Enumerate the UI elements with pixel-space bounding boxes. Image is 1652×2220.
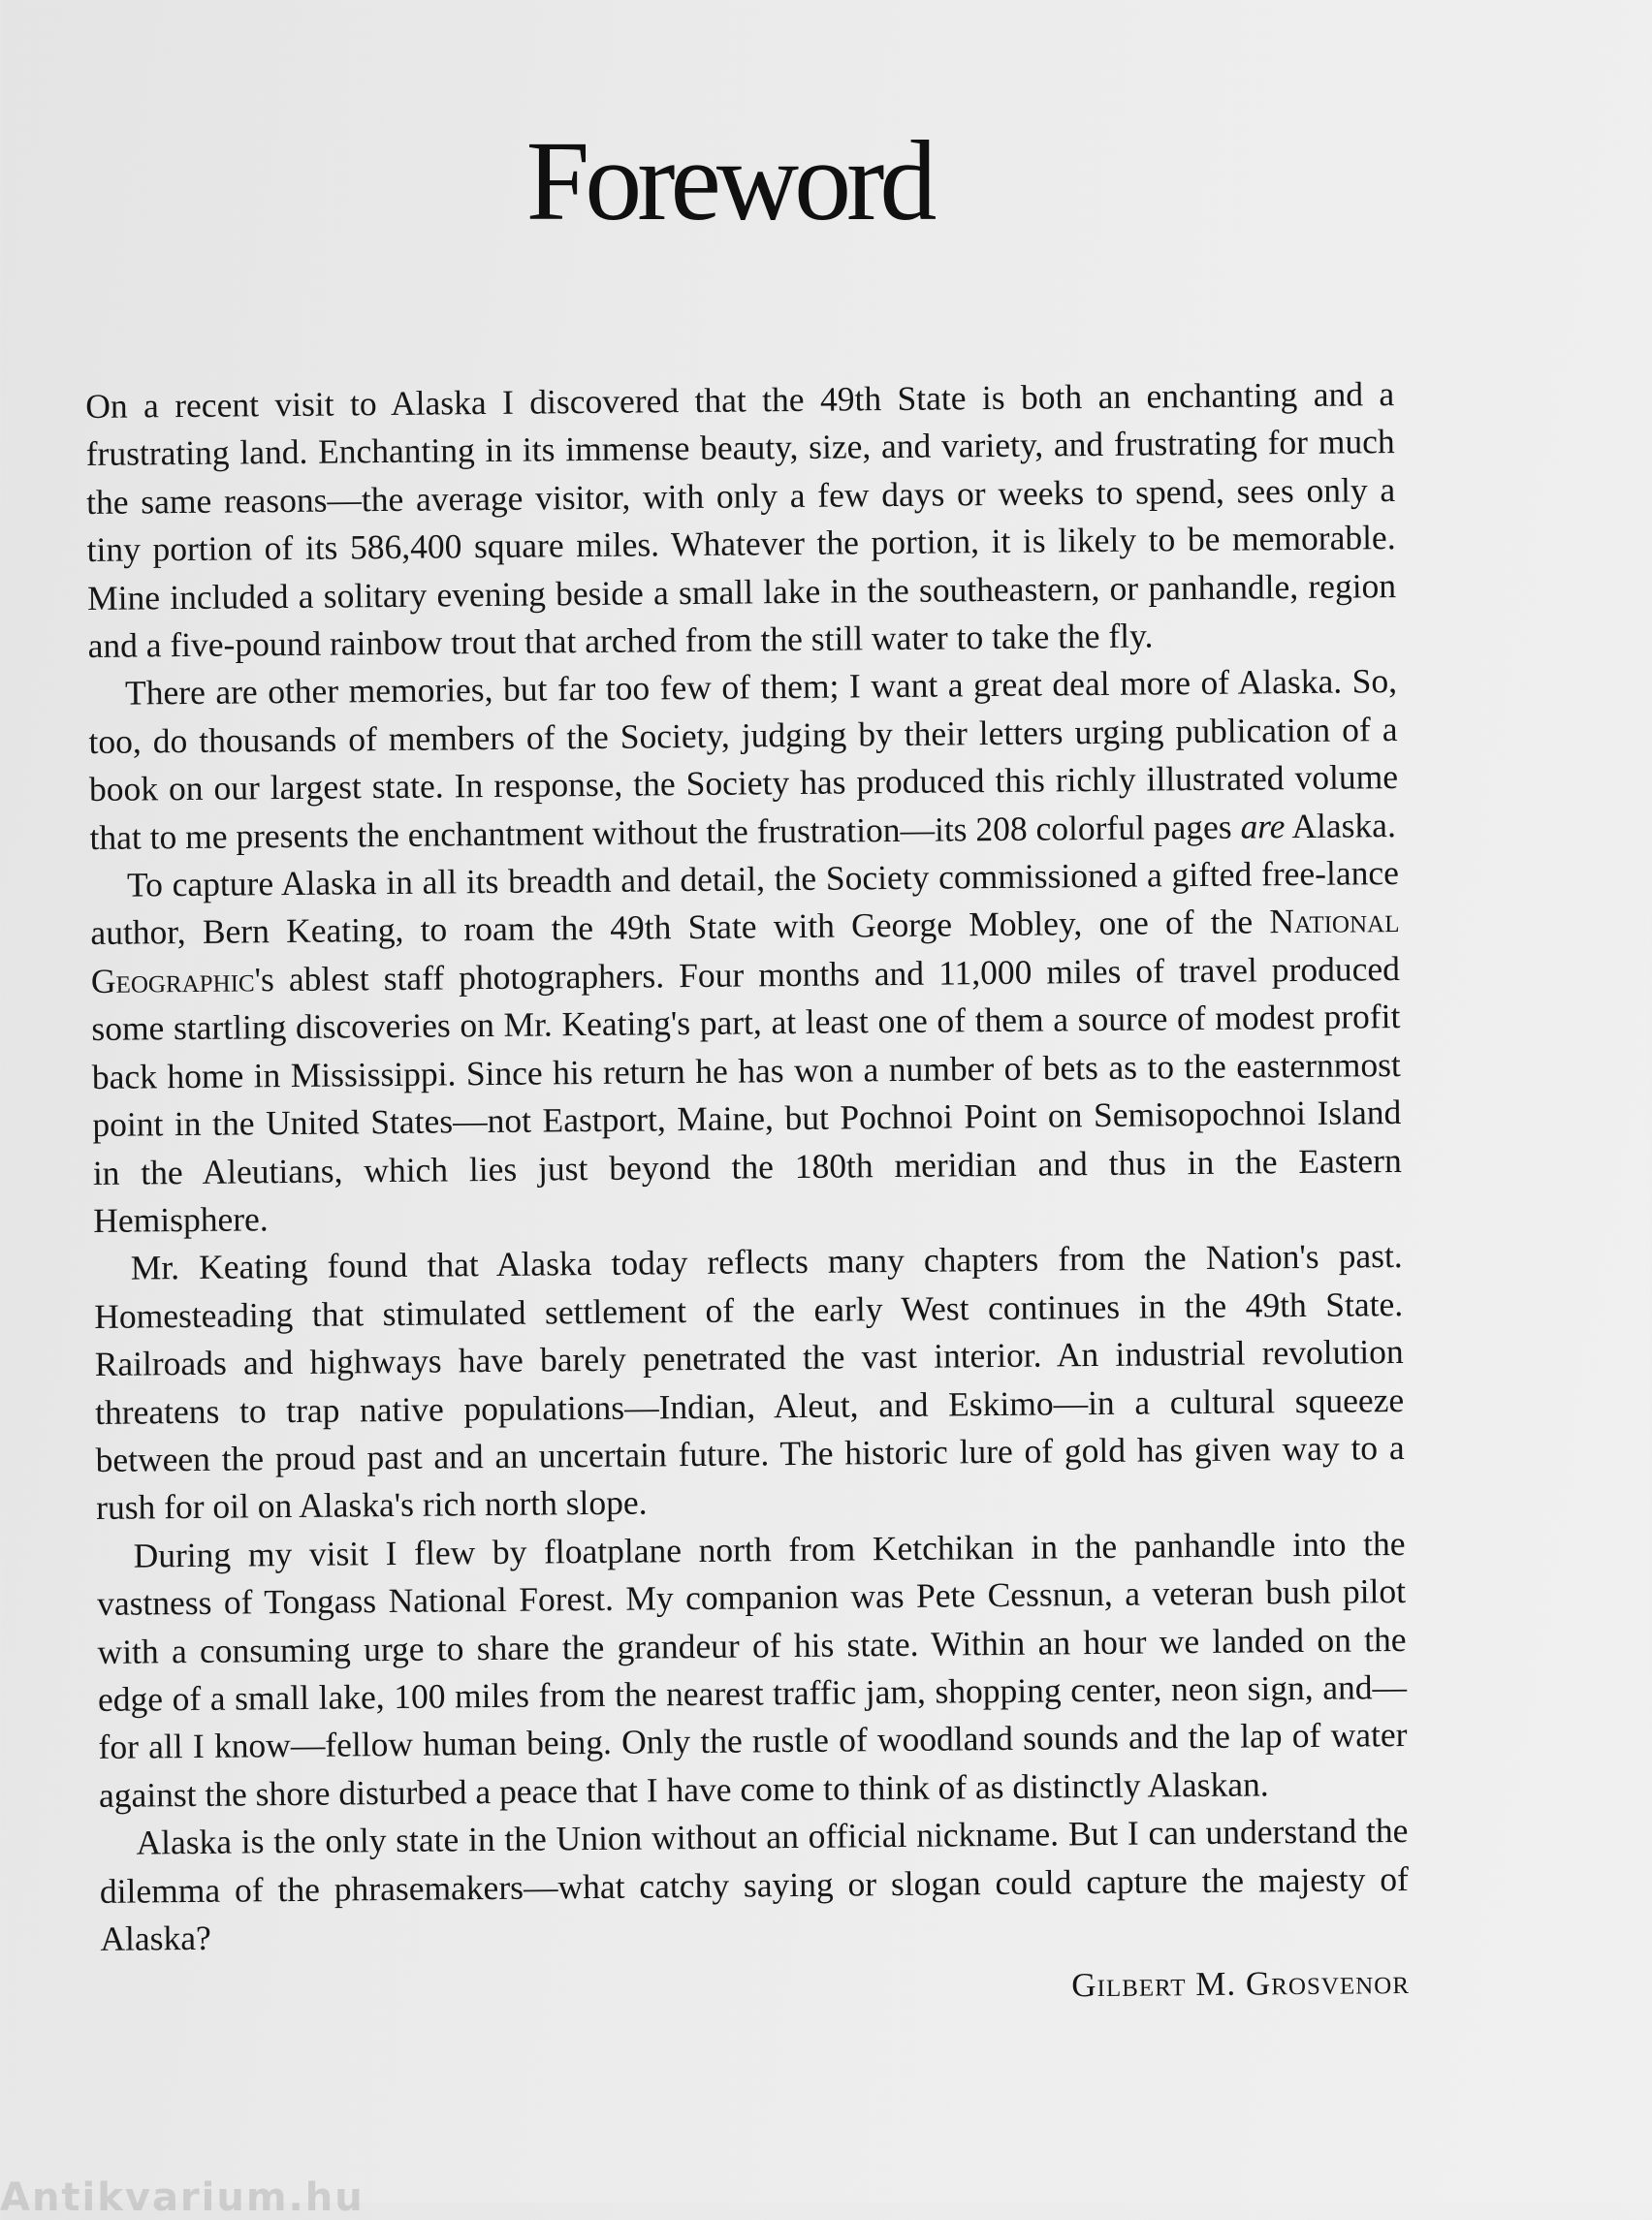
paragraph-3-text-b: 's ablest staff photographers. Four months and 11,000 miles of travel produced some startling discoveries on Mr. Keating's part, at least one of them a source of modest profit back home in Mississippi. Since his return he has won a number of bets as to the easternmost point in the United States—not Eastport, Maine, but Pochnoi Point on Semisopochnoi Island in the Aleutians, which lies just beyond the 180th meridian and thus in the Eastern Hemisphere. <box>91 948 1402 1240</box>
paragraph-5: During my visit I flew by floatplane north from Ketchikan in the panhandle into the vastness of Tongass National Forest. My companion was Pete Cessnun, a veteran bush pilot with a consuming urge to share the grandeur of his state. Within an hour we landed on the edge of a small lake, 100 miles from the nearest traffic jam, shopping center, neon sign, and—for all I know—fellow human being. Only the rustle of woodland sounds and the lap of water against the shore disturbed a peace that I have come to think of as distinctly Alaskan. <box>96 1523 1408 1815</box>
paragraph-6: Alaska is the only state in the Union without an official nickname. But I can understand the dilemma of the phrasemakers—what catchy saying or slogan could capture the majesty of Alaska? <box>99 1811 1410 1958</box>
author-signature: Gilbert M. Grosvenor <box>1071 1963 1411 2005</box>
magazine-name: National Geographic <box>90 901 1400 1000</box>
page-title: Foreword <box>525 117 933 244</box>
paragraph-2-emphasis: are <box>1240 806 1286 846</box>
foreword-body <box>85 370 1410 2019</box>
paragraph-4: Mr. Keating found that Alaska today reflects many chapters from the Nation's past. Homesteading that stimulated settlement of the early West continues in the 49th State. Railroads and highways have barely penetrated the vast interior. An industrial revolution threatens to trap native populations—Indian, Aleut, and Eskimo—in a cultural squeeze between the proud past and an uncertain future. The historic lure of gold has given way to a rush for oil on Alaska's rich north slope. <box>94 1236 1405 1528</box>
watermark: Antikvarium.hu <box>0 2175 365 2220</box>
paragraph-2-text-a: There are other memories, but far too few of them; I want a great deal more of Alaska. So, too, do thousands of members of the Society, judging by their letters urging publication of a book on our largest state. In response, the Society has produced this richly illustrated volume that to me presents the enchantment without the frustration—its 208 colorful pages <box>88 661 1399 857</box>
paragraph-3 <box>90 849 1403 1245</box>
paragraph-2 <box>88 657 1399 862</box>
paragraph-2-text-b: Alaska. <box>1285 805 1397 845</box>
paragraph-1: On a recent visit to Alaska I discovered that the 49th State is both an enchanting and a frustrating land. Enchanting in its immense beauty, size, and variety, and frustrating for much the same reasons—the average visitor, with only a few days or weeks to spend, sees only a tiny portion of its 586,400 square miles. Whatever the portion, it is likely to be memorable. Mine included a solitary evening beside a small lake in the southeastern, or panhandle, region and a five-pound rainbow trout that arched from the still water to take the fly. <box>85 374 1397 666</box>
paragraph-3-text-a: To capture Alaska in all its breadth and detail, the Society commissioned a gifted free-lance author, Bern Keating, to roam the 49th State with George Mobley, one of the <box>90 853 1400 953</box>
